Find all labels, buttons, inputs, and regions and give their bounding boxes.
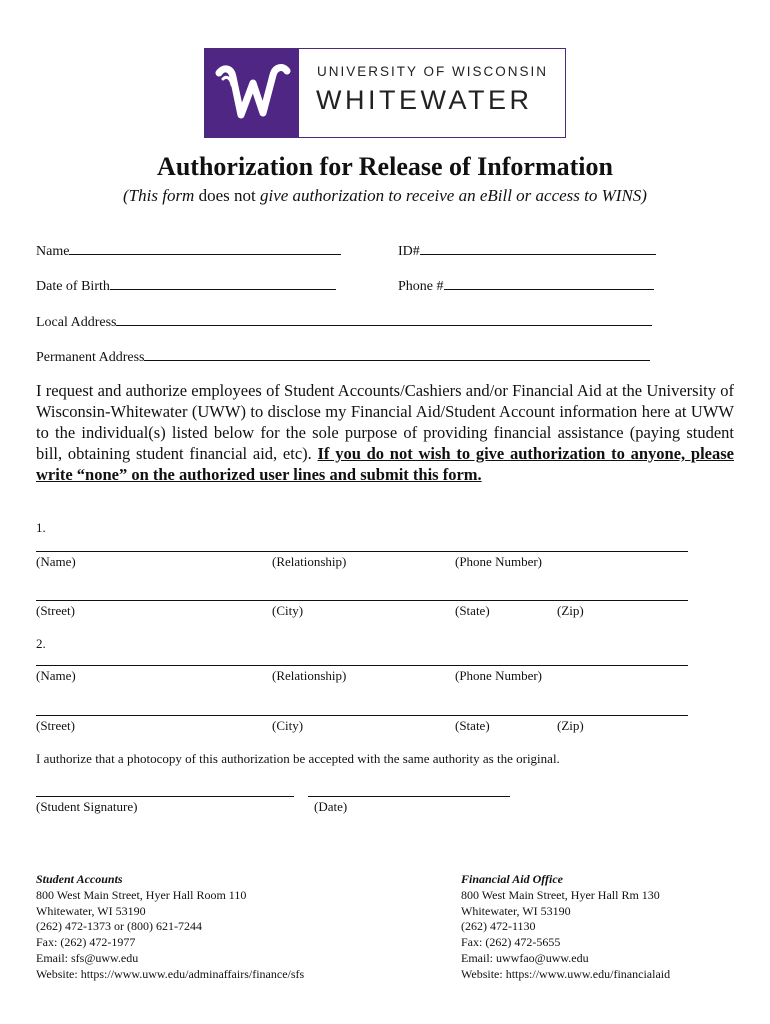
user1-street-label: (Street) — [36, 603, 75, 618]
student-accounts-title: Student Accounts — [36, 872, 123, 886]
user2-relationship-label: (Relationship) — [272, 668, 347, 683]
dob-field[interactable] — [36, 275, 336, 295]
id-line[interactable] — [420, 240, 656, 255]
financial-aid-email[interactable]: Email: uwwfao@uww.edu — [461, 950, 589, 965]
user2-city-label: (City) — [272, 718, 304, 733]
subtitle-part-a: (This form — [123, 186, 195, 205]
user1-state-label: (State) — [455, 603, 490, 618]
local-address-line[interactable] — [116, 311, 652, 326]
user2-name-label: (Name) — [36, 668, 76, 683]
permanent-address-label: Permanent Address — [36, 350, 145, 365]
user1-line1[interactable] — [36, 551, 688, 552]
dob-label: Date of Birth — [36, 279, 110, 294]
logo-line2: WHITEWATER — [316, 85, 533, 115]
w-monogram-icon — [205, 49, 299, 137]
authorization-statement — [36, 380, 734, 485]
date-label: (Date) — [314, 799, 348, 814]
user1-number: 1. — [36, 520, 46, 535]
user2-number: 2. — [36, 636, 46, 651]
date-line[interactable] — [308, 796, 510, 797]
local-address-label: Local Address — [36, 315, 117, 330]
permanent-address-field[interactable] — [36, 346, 650, 366]
form-title: Authorization for Release of Information — [157, 152, 613, 181]
id-label: ID# — [398, 244, 420, 259]
name-label: Name — [36, 244, 70, 259]
name-field[interactable] — [36, 240, 341, 260]
user2-phone-label: (Phone Number) — [455, 668, 543, 683]
w-logo-mark — [205, 49, 299, 137]
financial-aid-address2: Whitewater, WI 53190 — [461, 903, 571, 918]
user2-street-label: (Street) — [36, 718, 75, 733]
local-address-field[interactable] — [36, 311, 652, 331]
student-accounts-fax: Fax: (262) 472-1977 — [36, 935, 136, 950]
student-accounts-address1: 800 West Main Street, Hyer Hall Room 110 — [36, 887, 247, 902]
financial-aid-address1: 800 West Main Street, Hyer Hall Rm 130 — [461, 887, 660, 902]
student-accounts-website[interactable]: Website: https://www.uww.edu/adminaffairs/finance/sfs — [36, 966, 305, 981]
user1-line2[interactable] — [36, 600, 688, 601]
user1-city-label: (City) — [272, 603, 304, 618]
user2-line2[interactable] — [36, 715, 688, 716]
photocopy-note: I authorize that a photocopy of this authorization be accepted with the same authority as the original. — [36, 751, 560, 766]
user2-state-label: (State) — [455, 718, 490, 733]
name-line[interactable] — [69, 240, 341, 255]
student-signature-line[interactable] — [36, 796, 294, 797]
student-signature-label: (Student Signature) — [36, 799, 138, 814]
id-field[interactable] — [398, 240, 656, 260]
subtitle-part-b: does not — [194, 186, 260, 205]
financial-aid-fax: Fax: (262) 472-5655 — [461, 935, 561, 950]
student-accounts-office — [36, 872, 304, 983]
financial-aid-website[interactable]: Website: https://www.uww.edu/financialaid — [461, 966, 671, 981]
statement-body: I request and authorize employees of Student Accounts/Cashiers and/or Financial Aid at the University of Wisconsin-Whitewater (UWW) to disclose my Financial Aid/Student Account information here at UWW to the individual(s) listed below for the sole purpose of providing financial assistance (paying student bill, obtaining student financial aid, etc). — [36, 381, 734, 463]
financial-aid-title: Financial Aid Office — [461, 872, 563, 886]
logo-line1: UNIVERSITY OF WISCONSIN — [317, 64, 549, 79]
student-accounts-email[interactable]: Email: sfs@uww.edu — [36, 950, 139, 965]
form-subtitle — [0, 186, 770, 206]
subtitle-part-c: give authorization to receive an eBill or access to WINS) — [259, 186, 647, 205]
user1-phone-label: (Phone Number) — [455, 554, 543, 569]
phone-field[interactable] — [398, 275, 654, 295]
financial-aid-office — [461, 872, 670, 983]
dob-line[interactable] — [110, 275, 336, 290]
statement-emphasis: If you do not wish to give authorization to anyone, please write “none” on the authorized user lines and submit this form. — [36, 444, 734, 484]
user2-zip-label: (Zip) — [557, 718, 584, 733]
permanent-address-line[interactable] — [144, 346, 650, 361]
financial-aid-phone: (262) 472-1130 — [461, 919, 536, 934]
university-logo — [204, 48, 566, 138]
phone-label: Phone # — [398, 279, 444, 294]
phone-line[interactable] — [444, 275, 654, 290]
student-accounts-phone: (262) 472-1373 or (800) 621-7244 — [36, 919, 202, 934]
user1-relationship-label: (Relationship) — [272, 554, 347, 569]
user1-name-label: (Name) — [36, 554, 76, 569]
logo-initial: W — [251, 109, 253, 110]
student-accounts-address2: Whitewater, WI 53190 — [36, 903, 146, 918]
user1-zip-label: (Zip) — [557, 603, 584, 618]
user2-line1[interactable] — [36, 665, 688, 666]
